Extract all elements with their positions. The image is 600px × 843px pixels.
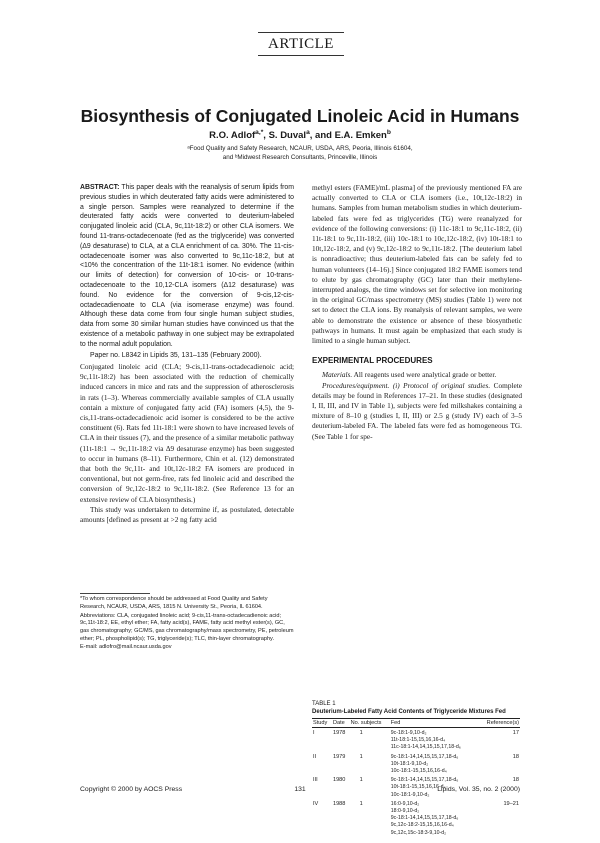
cell-ref [478,808,520,815]
cell-date [332,761,350,768]
cell-date: 1979 [332,753,346,760]
cell-study [312,744,332,751]
cell-ref [478,737,520,744]
cell-date [332,768,350,775]
article-title: Biosynthesis of Conjugated Linoleic Acid in Humans [80,106,520,126]
cell-fed: 9c-18:1-14,14,15,15,17,18-d₆ [390,815,459,822]
page-number: 131 [294,786,306,793]
cell-study [312,815,332,822]
procedures-paragraph: Procedures/equipment. (i) Protocol of original studies. Complete details may be found in References 17–21. In these studies (designated I, II, III, and IV in Table 1), subjects were fed milkshakes containing a mixture of 8–10 g (studies I, II, III) or 2.5 g (study IV) each of 3–5 deuterium-labeled FA. The labeled fats were fed as homogeneous TG. (See Table 1 for spe- [312,380,523,441]
table-row [312,752,520,761]
cell-date [332,792,350,799]
cell-fed: 16:0-9,10-d₂ [390,800,420,807]
cell-fed: 18:0-9,10-d₂ [390,808,420,815]
cell-ref: 19–21 [503,800,519,807]
header-rule-top [258,32,344,33]
cell-fed: 10t-18:1-9,10-d₂ [390,760,429,767]
footnote-correspondence: *To whom correspondence should be addressed at Food Quality and Safety Research, NCAUR, USDA, ARS, 1815 N. University St., Peoria, IL 61604. [80,596,268,610]
footnotes [80,596,294,652]
cell-ref [478,768,520,775]
cell-ref [478,815,520,822]
footer-journal: Lipids, Vol. 35, no. 2 (2000) [437,786,520,793]
cell-subjects: 1 [359,730,363,736]
col-study: Study [312,719,332,728]
cell-date [332,808,350,815]
table-1-caption: Deuterium-Labeled Fatty Acid Contents of Triglyceride Mixtures Fed [312,709,506,715]
cell-subjects [350,815,390,822]
cell-fed: 10c-18:1-15,15,16,16-d₄ [390,768,447,775]
table-row [312,761,520,768]
cell-study [312,761,332,768]
citation: Paper no. L8342 in Lipids 35, 131–135 (February 2000). [90,351,262,359]
header-rule-bottom [258,55,344,56]
cell-ref [478,830,520,837]
cell-fed: 11c-18:1-14,14,15,15,17,18-d₆ [390,744,461,751]
table-row [312,808,520,815]
cell-date [332,744,350,751]
right-column [312,183,522,442]
cell-ref: 17 [512,730,519,736]
cell-study [312,784,332,791]
table-row [312,775,520,784]
cell-date: 1980 [332,777,346,784]
cell-study: II [313,753,317,760]
cell-study [312,822,332,829]
table-row [312,799,520,808]
footnote-abbreviations: Abbreviations: CLA, conjugated linoleic acid; 9-cis,11-trans-octadecadienoic acid; 9c,11t-18:2, EE, ethyl ether; FA, fatty acid(s), FAME, fatty acid methyl ester(s), GC, gas chromatography; GC/MS, gas chromatography/mass spectrometry, PE, petroleum ether; PL, phospholipid(s); TG, triglyceride(s); TLC, thin-layer chromatography. [80,612,294,642]
table-row [312,744,520,751]
cell-ref [478,744,520,751]
footnote-rule [80,593,150,594]
cell-study [312,768,332,775]
cell-ref [478,761,520,768]
table-row [312,737,520,744]
cell-subjects [350,768,390,775]
cell-study [312,808,332,815]
col-fed: Fed [390,719,478,728]
cell-date [332,830,350,837]
cell-date: 1978 [332,730,346,736]
cell-fed: 9c-18:1-14,14,15,15,17,18-d₆ [390,777,459,784]
table-row [312,830,520,837]
table-header-row [312,719,520,728]
materials-paragraph: Materials. All reagents used were analytical grade or better. [322,370,497,380]
cell-study [312,737,332,744]
table-1 [312,718,520,837]
cell-subjects [350,822,390,829]
intro-paragraph-2: This study was undertaken to determine if, as postulated, detectable amounts [defined as present at >2 ng fatty acid [80,504,294,525]
cell-subjects: 1 [359,753,363,760]
table-1-label: TABLE 1 [312,701,336,707]
affiliation-line-1: ᵃFood Quality and Safety Research, NCAUR, USDA, ARS, Peoria, Illinois 61604, [187,145,413,152]
table-row [312,768,520,775]
col-references: Reference(s) [478,719,520,728]
cell-subjects: 1 [359,800,363,807]
col-date: Date [332,719,350,728]
cell-ref [478,822,520,829]
right-paragraph-1: methyl esters (FAME)/mL plasma] of the previously mentioned FA are actually converted to CLA or CLA isomers (i.e., 10t,12c-18:2) in humans. Samples from human metabolism studies in which deuterium-labeled fats were fed as triglycerides (TG) were reanalyzed for evidence of the following conversions: (i) 11c-18:1 to 9c,11c-18:2, (ii) 11t-18:1 to 9c,11t-18:2, (iii) 10c-18:1 to 10c,12c-18:2, (iv) 10t-18:1 to 10t,12c-18:2, and (v) 9c,12c-18:2 to 9c,11t-18:2. [The deuterium label is nonradioactive; thus deuterium-labeled fats can be safely fed to human volunteers (14–16).] Since conjugated 18:2 FAME isomers tend to elute by gas chromatography (GC) later than their methylene-interrupted analogs, the time windows set for selective ion monitoring in the original GC/mass spectrometry (MS) studies (Table 1) were not set to detect the CLA ions. By reanalysis of relevant samples, we were able to demonstrate the existence or absence of these biosynthetic pathways in humans. It must again be emphasized that each study is limited to a single human subject. [312,183,522,346]
cell-ref: 18 [512,777,519,784]
cell-fed: 10t-18:1-15,15,16,16-d₄ [390,784,446,791]
section-label: ARTICLE [268,36,334,52]
footer-copyright: Copyright © 2000 by AOCS Press [80,786,183,793]
cell-study: I [313,730,315,736]
cell-subjects [350,744,390,751]
cell-subjects [350,808,390,815]
cell-subjects: 1 [359,777,363,784]
cell-subjects [350,830,390,837]
cell-fed: 9c-18:1-9,10-d₂ [390,730,427,736]
intro-paragraph-1: Conjugated linoleic acid (CLA; 9-cis,11-trans-octadecadienoic acid; 9c,11t-18:2) has been associated with the reduction of chemically induced cancers in mice and rats and the suppression of atherosclerosis in rats (1–3). Whereas commercially available samples of CLA usually contain a mixture of conjugated fatty acid (FA) isomers (4,5), the 9-cis,11-trans-octadecadienoic acid isomer is considered to be the active constituent (6). Rats fed 11t-18:1 were shown to have increased levels of CLA in their tissues (7), and the presence of a similar metabolic pathway (11t-18:1 → 9c,11t-18:2 via Δ9 desaturase enzyme) has been suggested to occur in humans (8–11). Furthermore, Chin et al. (12) demonstrated that both the 9c,11t- and 10t,12c-18:2 FA isomers are produced in conventional, but not germ-free, rats fed linoleic acid and described the conversion of 9c,12c-18:2 to 9c,11t-18:2. (See Reference 13 for an extensive review of CLA biosynthesis.) [80,362,294,504]
section-heading: EXPERIMENTAL PROCEDURES [312,356,433,366]
authors: R.O. Adlof$^{a,*}$, S. Duval$^a$, and E.A. Emken$^b$ [209,128,391,141]
cell-study [312,830,332,837]
cell-subjects [350,784,390,791]
cell-fed: 9c-18:1-14,14,15,15,17,18-d₆ [390,753,459,760]
cell-fed: 9c,12c,15c-18:3-9,10-d₂ [390,829,447,836]
cell-fed: 11t-18:1-15,15,16,16-d₄ [390,737,446,744]
table-row [312,822,520,829]
table-row [312,728,520,738]
cell-ref: 18 [512,753,519,760]
cell-fed: 9c,12c-18:2-15,15,16,16-d₄ [390,822,454,829]
abstract: ABSTRACT: This paper deals with the reanalysis of serum lipids from previous studies in which deuterated fatty acids were administered to a single person. Samples were reanalyzed to determine if the deuterated fatty acids were converted to deuterium-labeled conjugated linoleic acid (CLA, 9c,11t-18:2) or other CLA isomers. We found 11-trans-octadecenoate (fed as the triglyceride) was converted (Δ9 desaturase) to CLA, at a CLA enrichment of ca. 30%. The 11-cis-octadecenoate isomer was also converted to 9c,11c-18:2, but at <10% the concentration of the 11t-18:1 isomer. No evidence (within our limits of detection) for conversion of 10-cis- or 10-trans-octadecenoate to the 10,12-CLA isomers (Δ12 desaturase) was found. No evidence for the conversion of 9-cis,12-cis-octadecadienoate to CLA (via isomerase enzyme) was found. Although these data come from four single human subject studies, data from some 30 similar human studies have convinced us that the existence of a metabolic pathway in one subject may be extrapolated to the normal adult population. Paper no. L8342 in Lipids 35, 131–135 (February 2000). [80,184,295,359]
cell-fed: 10c-18:1-9,10-d₂ [390,791,430,798]
cell-study [312,792,332,799]
cell-subjects [350,792,390,799]
cell-date: 1988 [332,800,346,807]
table-1-title [312,700,522,716]
cell-date [332,822,350,829]
cell-study: III [313,777,318,784]
cell-subjects [350,737,390,744]
cell-study: IV [313,800,319,807]
introduction [80,362,294,525]
cell-subjects [350,761,390,768]
affiliation-line-2: and ᵇMidwest Research Consultants, Princeville, Illinois [222,154,378,161]
footnote-email: E-mail: adlofro@mail.ncaur.usda.gov [80,643,172,650]
cell-date [332,815,350,822]
cell-date [332,737,350,744]
table-row [312,815,520,822]
cell-date [332,784,350,791]
col-subjects: No. subjects [350,719,390,728]
